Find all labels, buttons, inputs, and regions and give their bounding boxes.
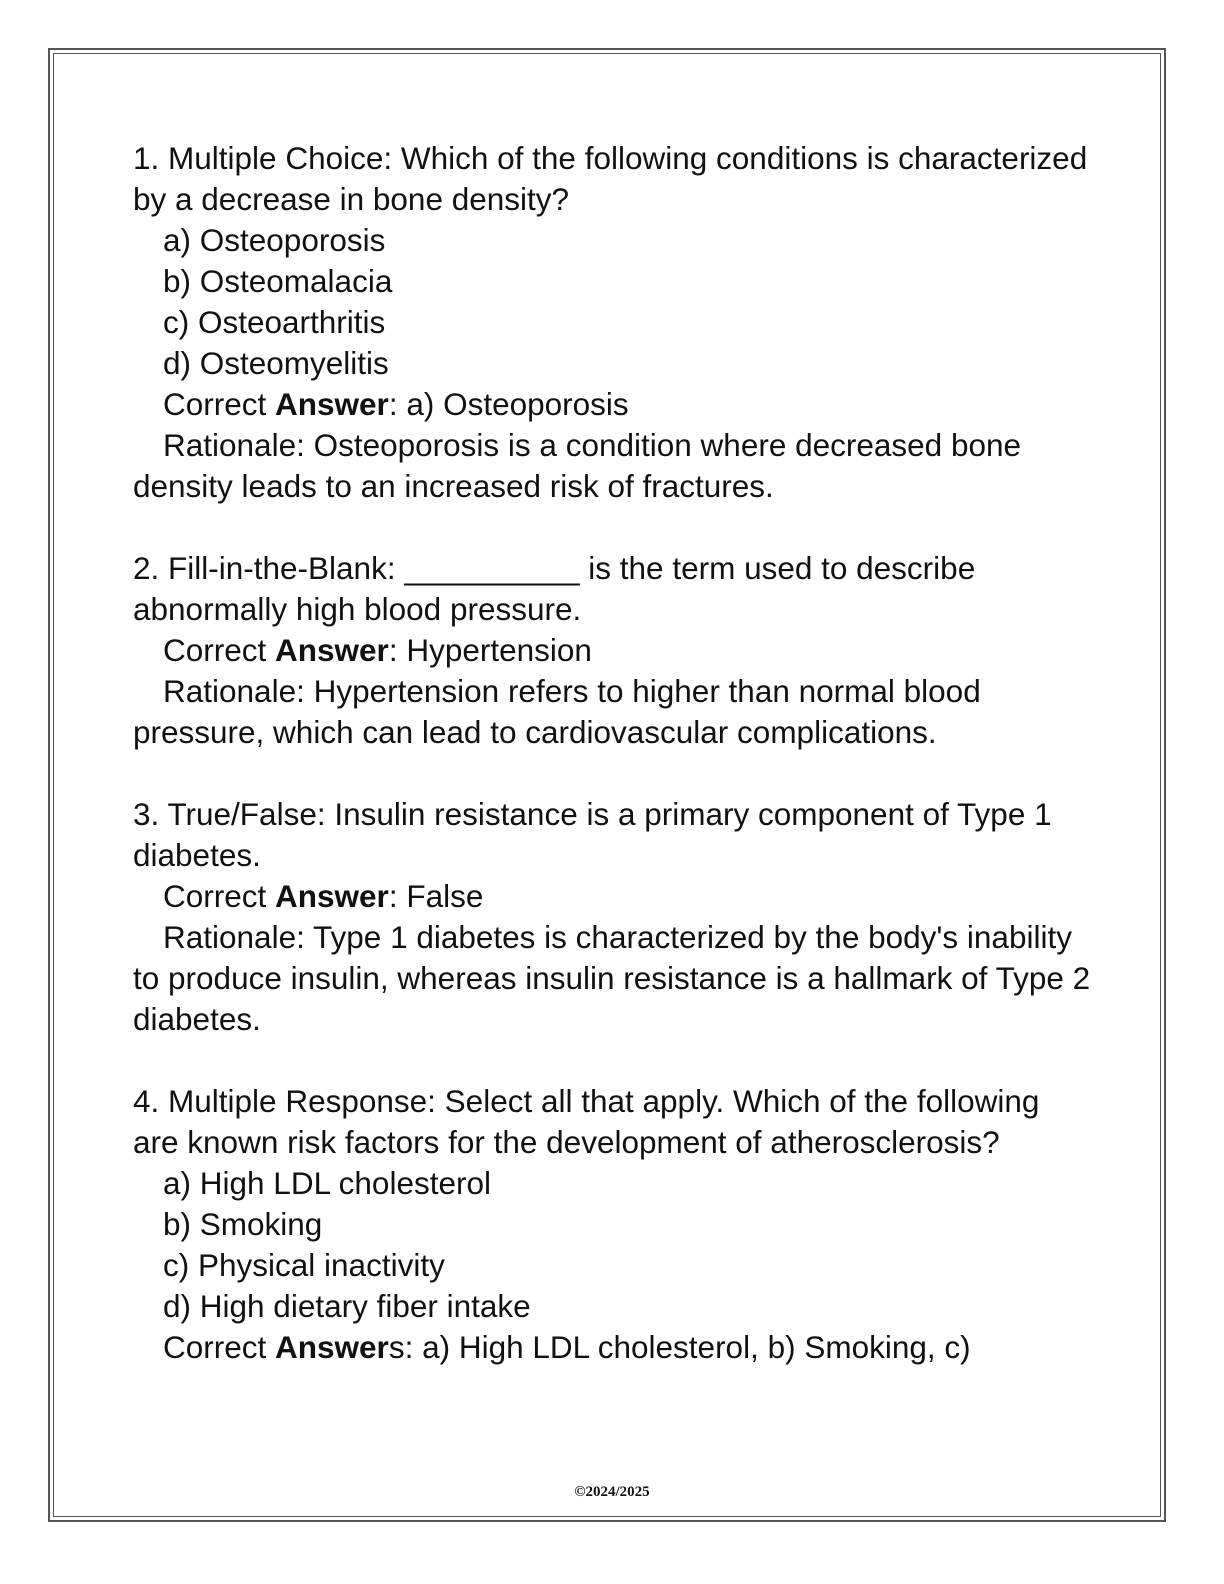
answer-label: Answer (275, 386, 389, 422)
option-a: a) High LDL cholesterol (163, 1165, 491, 1201)
copyright-footer: ©2024/2025 (574, 1484, 650, 1500)
answer-label: Answer (275, 878, 389, 914)
document-content (133, 138, 1093, 1368)
answer-value: : a) Osteoporosis (388, 386, 629, 422)
question-stem: 2. Fill-in-the-Blank: __________ is the term used to describe abnormally high blood pressure. (133, 550, 976, 627)
rationale: Rationale: Hypertension refers to higher than normal blood pressure, which can lead to cardiovascular complications. (133, 673, 981, 750)
question-stem: 3. True/False: Insulin resistance is a primary component of Type 1 diabetes. (133, 796, 1052, 873)
option-d: d) Osteomyelitis (163, 345, 389, 381)
correct-answer (133, 630, 1093, 671)
rationale: Rationale: Osteoporosis is a condition where decreased bone density leads to an increased risk of fractures. (133, 427, 1022, 504)
answer-value: : Hypertension (388, 632, 592, 668)
question-3 (133, 794, 1093, 1040)
answer-value: : False (388, 878, 484, 914)
answer-label: Answer (275, 1329, 389, 1365)
option-c: c) Osteoarthritis (163, 304, 386, 340)
correct-answer (133, 384, 1093, 425)
option-b: b) Smoking (163, 1206, 323, 1242)
answer-prefix: Correct (163, 878, 276, 914)
answer-prefix: Correct (163, 632, 276, 668)
question-stem: 1. Multiple Choice: Which of the following conditions is characterized by a decrease in bone density? (133, 140, 1088, 217)
option-c: c) Physical inactivity (163, 1247, 445, 1283)
answer-label: Answer (275, 632, 389, 668)
correct-answer (133, 876, 1093, 917)
rationale: Rationale: Type 1 diabetes is characterized by the body's inability to produce insulin, whereas insulin resistance is a hallmark of Type 2 diabetes. (133, 919, 1091, 1037)
answer-prefix: Correct (163, 1329, 276, 1365)
answer-value: s: a) High LDL cholesterol, b) Smoking, c) (388, 1329, 971, 1365)
option-d: d) High dietary fiber intake (163, 1288, 531, 1324)
correct-answer (133, 1327, 1093, 1368)
option-a: a) Osteoporosis (163, 222, 386, 258)
question-stem: 4. Multiple Response: Select all that apply. Which of the following are known risk factors for the development of atherosclerosis? (133, 1083, 1040, 1160)
question-4 (133, 1081, 1093, 1368)
option-b: b) Osteomalacia (163, 263, 393, 299)
question-1 (133, 138, 1093, 507)
answer-prefix: Correct (163, 386, 276, 422)
question-2 (133, 548, 1093, 753)
